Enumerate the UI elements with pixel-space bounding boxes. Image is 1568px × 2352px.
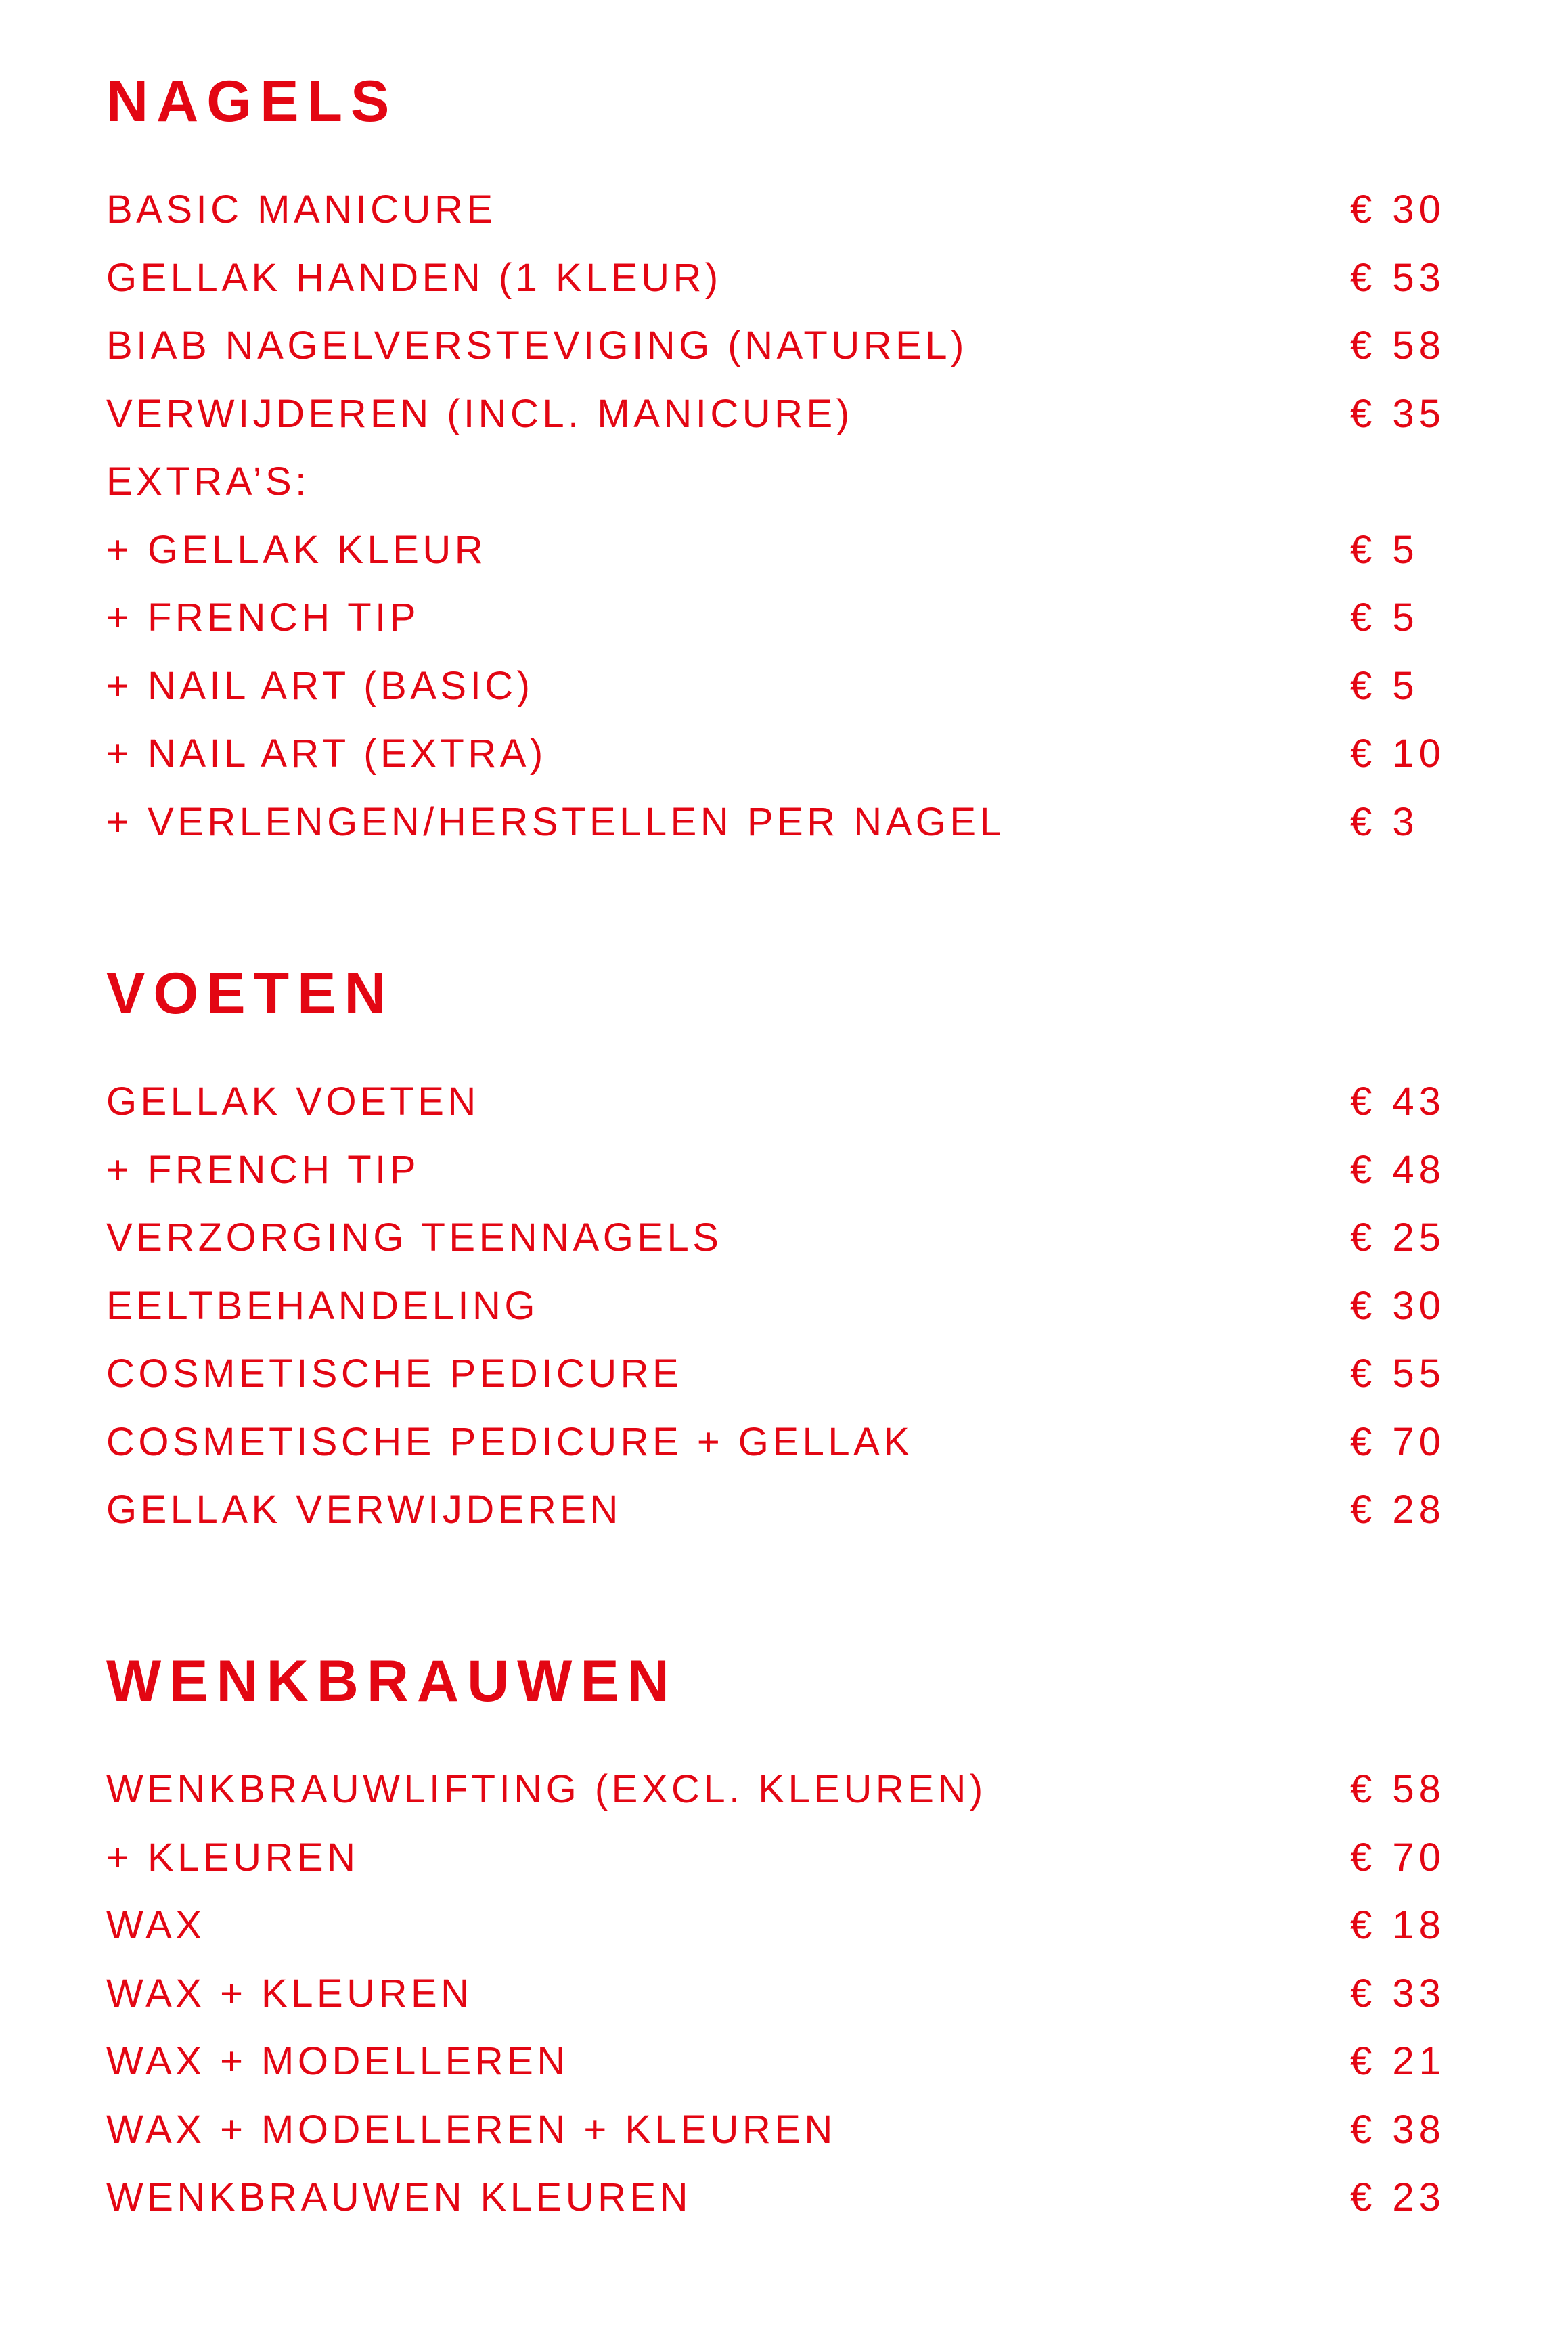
item-name: WENKBRAUWLIFTING (EXCL. KLEUREN) [106,1767,987,1811]
price-item [106,1212,1460,1281]
item-price: € 35 [1350,391,1446,436]
price-item [106,389,1460,457]
item-name: GELLAK VERWIJDEREN [106,1488,622,1532]
price-item [106,1076,1460,1145]
item-name: WAX + MODELLEREN [106,2039,569,2083]
price-item [106,728,1460,797]
item-price: € 10 [1350,732,1446,776]
section-title: VOETEN [106,961,395,1026]
price-item [106,184,1460,252]
item-name: + GELLAK KLEUR [106,527,487,572]
item-name: + NAIL ART (EXTRA) [106,732,547,776]
item-name: GELLAK VOETEN [106,1080,480,1124]
item-price: € 58 [1350,1767,1446,1811]
item-price: € 55 [1350,1352,1446,1396]
item-price: € 23 [1350,2175,1446,2219]
item-price: € 3 [1350,799,1419,844]
price-item [106,1968,1460,2037]
item-name: GELLAK HANDEN (1 KLEUR) [106,255,722,300]
item-name: EELTBEHANDELING [106,1283,539,1328]
price-item [106,1900,1460,1968]
price-item [106,2172,1460,2240]
price-item [106,1484,1460,1553]
item-price: € 38 [1350,2107,1446,2152]
item-name: COSMETISCHE PEDICURE + GELLAK [106,1419,914,1464]
price-item [106,525,1460,593]
item-price: € 70 [1350,1419,1446,1464]
item-name: BIAB NAGELVERSTEVIGING (NATUREL) [106,324,968,368]
item-price: € 5 [1350,663,1419,708]
price-list [106,184,1460,864]
item-name: BASIC MANICURE [106,187,497,231]
item-name: + NAIL ART (BASIC) [106,663,534,708]
section-title: WENKBRAUWEN [106,1649,677,1714]
price-item [106,2036,1460,2104]
price-list [106,1076,1460,1553]
price-item [106,661,1460,729]
item-price: € 43 [1350,1080,1446,1124]
item-price: € 70 [1350,1835,1446,1880]
item-price: € 30 [1350,1283,1446,1328]
item-price: € 21 [1350,2039,1446,2083]
item-price: € 25 [1350,1216,1446,1260]
price-item [106,456,1460,525]
section-title: NAGELS [106,69,398,134]
item-price: € 48 [1350,1147,1446,1192]
item-price: € 53 [1350,255,1446,300]
item-name: VERWIJDEREN (INCL. MANICURE) [106,391,853,436]
price-item [106,592,1460,661]
item-name: EXTRA’S: [106,460,310,504]
item-name: VERZORGING TEENNAGELS [106,1216,723,1260]
item-price: € 58 [1350,324,1446,368]
price-item [106,1348,1460,1417]
item-name: + FRENCH TIP [106,1147,420,1192]
price-item [106,1832,1460,1901]
price-item [106,1417,1460,1485]
item-name: + KLEUREN [106,1835,359,1880]
price-item [106,2104,1460,2173]
price-item [106,797,1460,865]
item-price: € 5 [1350,596,1419,640]
item-name: + FRENCH TIP [106,596,420,640]
price-item [106,1281,1460,1349]
item-price: € 33 [1350,1971,1446,2016]
price-item [106,252,1460,321]
item-name: + VERLENGEN/HERSTELLEN PER NAGEL [106,799,1006,844]
price-item [106,1764,1460,1832]
item-name: WAX + KLEUREN [106,1971,473,2016]
item-price: € 28 [1350,1488,1446,1532]
price-item [106,320,1460,389]
price-list [106,1764,1460,2240]
item-name: WAX [106,1903,206,1947]
item-price: € 18 [1350,1903,1446,1947]
item-name: WENKBRAUWEN KLEUREN [106,2175,692,2219]
item-name: COSMETISCHE PEDICURE [106,1352,683,1396]
item-price: € 30 [1350,187,1446,231]
price-item [106,1145,1460,1213]
item-name: WAX + MODELLEREN + KLEUREN [106,2107,836,2152]
item-price: € 5 [1350,527,1419,572]
